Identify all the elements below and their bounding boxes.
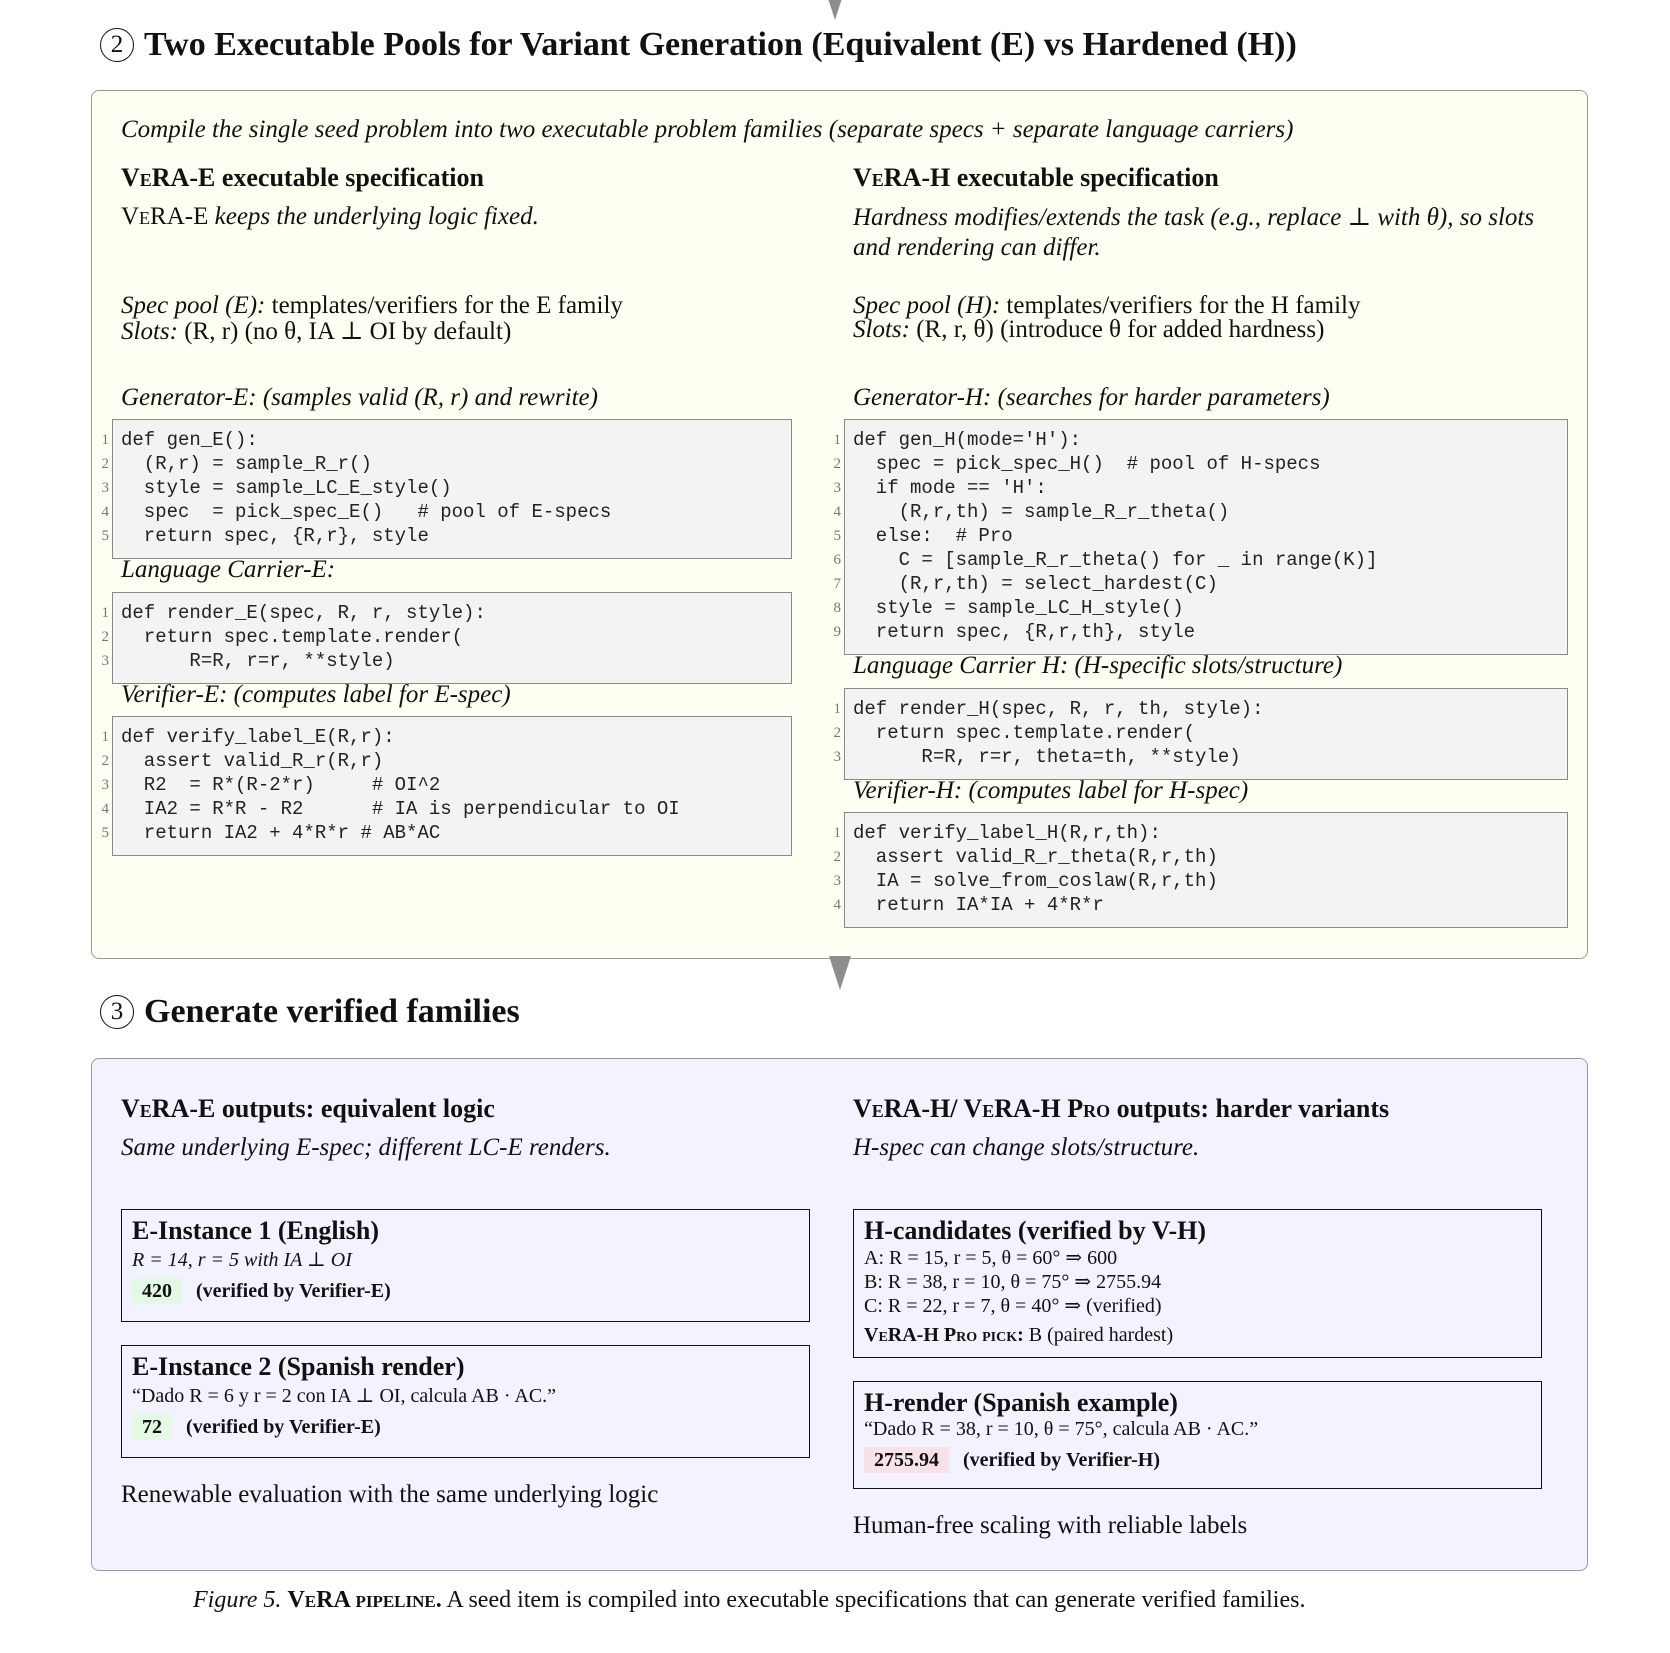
vera-e-slots: Slots: (R, r) (no θ, IA ⊥ OI by default) bbox=[121, 318, 512, 345]
e-instance-2-value: 72 bbox=[132, 1414, 172, 1440]
code-line: 1 def gen_H(mode='H'): bbox=[833, 429, 1082, 451]
vera-e-outputs-heading: VeRA-E outputs: equivalent logic bbox=[121, 1094, 495, 1123]
h-render-verified: (verified by Verifier-H) bbox=[963, 1449, 1160, 1471]
code-line: 2 assert valid_R_r(R,r) bbox=[101, 750, 384, 772]
code-line: 7 (R,r,th) = select_hardest(C) bbox=[833, 573, 1218, 595]
e-instance-1-box bbox=[121, 1209, 810, 1322]
code-line: 4 spec = pick_spec_E() # pool of E-specs bbox=[101, 501, 612, 523]
code-line: 5 return IA2 + 4*R*r # AB*AC bbox=[101, 822, 441, 844]
generator-h-label: Generator-H: (searches for harder parameters) bbox=[853, 384, 1330, 411]
verifier-h-code bbox=[833, 812, 1568, 928]
verifier-h-label: Verifier-H: (computes label for H-spec) bbox=[853, 777, 1249, 804]
e-instance-2-box bbox=[121, 1345, 810, 1458]
code-line: 3 R=R, r=r, theta=th, **style) bbox=[833, 746, 1241, 768]
section-3-number: 3 bbox=[100, 995, 134, 1029]
section-2-number: 2 bbox=[100, 28, 134, 62]
h-render-box bbox=[853, 1381, 1542, 1489]
generator-h-code bbox=[833, 419, 1568, 655]
code-line: 3 if mode == 'H': bbox=[833, 477, 1047, 499]
generator-e-label: Generator-E: (samples valid (R, r) and rewrite) bbox=[121, 384, 598, 411]
code-line: 1 def verify_label_E(R,r): bbox=[101, 726, 395, 748]
e-instance-1-line: R = 14, r = 5 with IA ⊥ OI bbox=[132, 1249, 352, 1271]
vera-h-spec-heading: VeRA-H executable specification bbox=[853, 163, 1219, 192]
e-instance-2-line: “Dado R = 6 y r = 2 con IA ⊥ OI, calcula AB · AC.” bbox=[132, 1385, 557, 1407]
e-instance-1-verified: (verified by Verifier-E) bbox=[196, 1280, 391, 1302]
code-line: 1 def render_H(spec, R, r, th, style): bbox=[833, 698, 1264, 720]
code-line: 9 return spec, {R,r,th}, style bbox=[833, 621, 1196, 643]
code-line: 2 spec = pick_spec_H() # pool of H-specs bbox=[833, 453, 1321, 475]
e-instance-1-result bbox=[132, 1280, 799, 1303]
code-line: 5 else: # Pro bbox=[833, 525, 1013, 547]
h-render-value: 2755.94 bbox=[864, 1447, 949, 1473]
carrier-e-label: Language Carrier-E: bbox=[121, 556, 336, 583]
vera-e-footer: Renewable evaluation with the same underlying logic bbox=[121, 1481, 659, 1508]
code-line: 4 IA2 = R*R - R2 # IA is perpendicular to OI bbox=[101, 798, 680, 820]
flow-arrow-middle bbox=[829, 956, 851, 990]
figure-caption: Figure 5. VeRA pipeline. A seed item is compiled into executable specifications that can generate verified families. bbox=[193, 1587, 1306, 1613]
vera-e-description: VeRA-E keeps the underlying logic fixed. bbox=[121, 203, 539, 230]
vera-h-outputs-desc: H-spec can change slots/structure. bbox=[853, 1134, 1200, 1161]
e-instance-2-result bbox=[132, 1416, 799, 1439]
carrier-h-code bbox=[833, 688, 1568, 780]
section-2-title bbox=[100, 26, 1297, 64]
section-3-title-text: Generate verified families bbox=[144, 993, 520, 1030]
code-line: 3 R=R, r=r, **style) bbox=[101, 650, 395, 672]
code-line: 1 def verify_label_H(R,r,th): bbox=[833, 822, 1161, 844]
h-candidate-b: B: R = 38, r = 10, θ = 75° ⇒ 2755.94 bbox=[864, 1271, 1162, 1293]
h-pro-pick: VeRA-H Pro pick: B (paired hardest) bbox=[864, 1324, 1174, 1346]
code-line: 3 R2 = R*(R-2*r) # OI^2 bbox=[101, 774, 441, 796]
code-line: 3 IA = solve_from_coslaw(R,r,th) bbox=[833, 870, 1218, 892]
vera-h-spec-pool: Spec pool (H): templates/verifiers for the H family bbox=[853, 292, 1361, 319]
e-instance-1-title: E-Instance 1 (English) bbox=[132, 1216, 380, 1245]
code-line: 5 return spec, {R,r}, style bbox=[101, 525, 429, 547]
vera-h-slots: Slots: (R, r, θ) (introduce θ for added hardness) bbox=[853, 316, 1325, 343]
code-line: 4 return IA*IA + 4*R*r bbox=[833, 894, 1104, 916]
section-3-title bbox=[100, 993, 520, 1031]
vera-h-footer: Human-free scaling with reliable labels bbox=[853, 1512, 1248, 1539]
vera-e-spec-heading: VeRA-E executable specification bbox=[121, 163, 484, 192]
e-instance-2-title: E-Instance 2 (Spanish render) bbox=[132, 1352, 465, 1381]
section-2-title-text: Two Executable Pools for Variant Generation (Equivalent (E) vs Hardened (H)) bbox=[144, 26, 1297, 63]
flow-arrow-top bbox=[824, 0, 846, 20]
generator-e-code bbox=[101, 419, 792, 559]
verifier-e-label: Verifier-E: (computes label for E-spec) bbox=[121, 681, 511, 708]
code-line: 2 (R,r) = sample_R_r() bbox=[101, 453, 372, 475]
code-line: 6 C = [sample_R_r_theta() for _ in range(K)] bbox=[833, 549, 1378, 571]
code-line: 8 style = sample_LC_H_style() bbox=[833, 597, 1184, 619]
verifier-e-code bbox=[101, 716, 792, 856]
vera-e-outputs-desc: Same underlying E-spec; different LC-E renders. bbox=[121, 1134, 611, 1161]
h-render-title: H-render (Spanish example) bbox=[864, 1388, 1178, 1417]
h-candidates-box bbox=[853, 1209, 1542, 1358]
h-candidate-a: A: R = 15, r = 5, θ = 60° ⇒ 600 bbox=[864, 1247, 1118, 1269]
carrier-h-label: Language Carrier H: (H-specific slots/structure) bbox=[853, 652, 1343, 679]
code-line: 2 return spec.template.render( bbox=[833, 722, 1196, 744]
carrier-e-code bbox=[101, 592, 792, 684]
code-line: 1 def gen_E(): bbox=[101, 429, 258, 451]
h-candidates-title: H-candidates (verified by V-H) bbox=[864, 1216, 1207, 1245]
code-line: 4 (R,r,th) = sample_R_r_theta() bbox=[833, 501, 1230, 523]
e-instance-2-verified: (verified by Verifier-E) bbox=[186, 1416, 381, 1438]
code-line: 1 def render_E(spec, R, r, style): bbox=[101, 602, 486, 624]
h-render-line: “Dado R = 38, r = 10, θ = 75°, calcula AB · AC.” bbox=[864, 1418, 1259, 1440]
h-render-result bbox=[864, 1449, 1531, 1472]
h-candidate-c: C: R = 22, r = 7, θ = 40° ⇒ (verified) bbox=[864, 1295, 1162, 1317]
vera-h-description: Hardness modifies/extends the task (e.g., replace ⊥ with θ), so slots and rendering can differ. bbox=[853, 204, 1535, 261]
section-2-intro: Compile the single seed problem into two executable problem families (separate specs + separate language carriers) bbox=[121, 116, 1294, 143]
code-line: 2 assert valid_R_r_theta(R,r,th) bbox=[833, 846, 1218, 868]
e-instance-1-value: 420 bbox=[132, 1278, 182, 1304]
vera-h-outputs-heading: VeRA-H/ VeRA-H Pro outputs: harder variants bbox=[853, 1094, 1390, 1123]
code-line: 2 return spec.template.render( bbox=[101, 626, 464, 648]
code-line: 3 style = sample_LC_E_style() bbox=[101, 477, 452, 499]
vera-e-spec-pool: Spec pool (E): templates/verifiers for the E family bbox=[121, 292, 623, 319]
